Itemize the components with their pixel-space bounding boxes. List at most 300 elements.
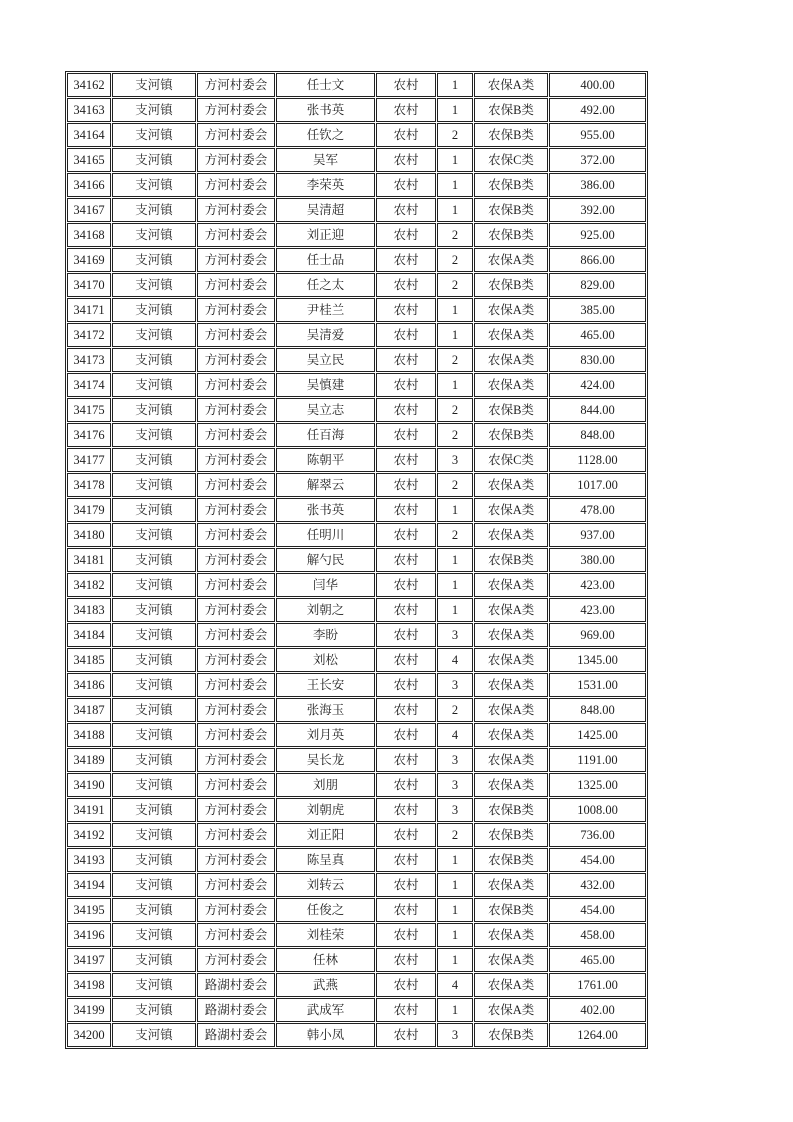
table-row (67, 723, 646, 747)
cell-town: 支河镇 (112, 673, 196, 697)
cell-insurance-category: 农保A类 (474, 598, 548, 622)
cell-insurance-category: 农保B类 (474, 123, 548, 147)
table-row (67, 748, 646, 772)
cell-person-name: 尹桂兰 (276, 298, 375, 322)
cell-person-name: 任士品 (276, 248, 375, 272)
cell-village-committee: 方河村委会 (197, 323, 275, 347)
benefit-roster-table (65, 71, 648, 1049)
cell-person-name: 任林 (276, 948, 375, 972)
cell-village-committee: 方河村委会 (197, 873, 275, 897)
cell-insurance-category: 农保A类 (474, 248, 548, 272)
cell-village-committee: 方河村委会 (197, 248, 275, 272)
cell-town: 支河镇 (112, 573, 196, 597)
cell-village-committee: 方河村委会 (197, 673, 275, 697)
table-row (67, 423, 646, 447)
cell-residence-type: 农村 (376, 698, 436, 722)
cell-serial-no: 34174 (67, 373, 111, 397)
cell-town: 支河镇 (112, 123, 196, 147)
cell-village-committee: 方河村委会 (197, 523, 275, 547)
cell-insurance-category: 农保A类 (474, 673, 548, 697)
cell-person-name: 武成军 (276, 998, 375, 1022)
cell-village-committee: 路湖村委会 (197, 998, 275, 1022)
table-row (67, 598, 646, 622)
cell-residence-type: 农村 (376, 648, 436, 672)
cell-amount: 465.00 (549, 948, 646, 972)
cell-town: 支河镇 (112, 548, 196, 572)
cell-insurance-category: 农保B类 (474, 423, 548, 447)
cell-insurance-category: 农保B类 (474, 198, 548, 222)
cell-town: 支河镇 (112, 423, 196, 447)
cell-town: 支河镇 (112, 1023, 196, 1047)
cell-person-count: 3 (437, 748, 473, 772)
cell-amount: 478.00 (549, 498, 646, 522)
cell-amount: 1345.00 (549, 648, 646, 672)
cell-insurance-category: 农保A类 (474, 998, 548, 1022)
cell-amount: 385.00 (549, 298, 646, 322)
cell-residence-type: 农村 (376, 173, 436, 197)
cell-person-count: 3 (437, 1023, 473, 1047)
cell-serial-no: 34168 (67, 223, 111, 247)
cell-village-committee: 方河村委会 (197, 598, 275, 622)
cell-person-name: 刘朋 (276, 773, 375, 797)
table-body (67, 73, 646, 1047)
table-row (67, 98, 646, 122)
cell-town: 支河镇 (112, 148, 196, 172)
cell-village-committee: 方河村委会 (197, 898, 275, 922)
cell-residence-type: 农村 (376, 1023, 436, 1047)
cell-serial-no: 34173 (67, 348, 111, 372)
cell-town: 支河镇 (112, 898, 196, 922)
table-row (67, 398, 646, 422)
cell-village-committee: 方河村委会 (197, 648, 275, 672)
cell-person-name: 张书英 (276, 498, 375, 522)
cell-person-count: 1 (437, 498, 473, 522)
cell-residence-type: 农村 (376, 773, 436, 797)
cell-town: 支河镇 (112, 773, 196, 797)
cell-village-committee: 方河村委会 (197, 548, 275, 572)
cell-serial-no: 34189 (67, 748, 111, 772)
cell-insurance-category: 农保A类 (474, 773, 548, 797)
cell-person-count: 2 (437, 248, 473, 272)
cell-town: 支河镇 (112, 248, 196, 272)
cell-serial-no: 34175 (67, 398, 111, 422)
cell-village-committee: 方河村委会 (197, 948, 275, 972)
cell-village-committee: 方河村委会 (197, 698, 275, 722)
cell-insurance-category: 农保A类 (474, 498, 548, 522)
table-row (67, 773, 646, 797)
table-row (67, 573, 646, 597)
cell-amount: 1761.00 (549, 973, 646, 997)
cell-town: 支河镇 (112, 523, 196, 547)
cell-serial-no: 34200 (67, 1023, 111, 1047)
cell-village-committee: 方河村委会 (197, 473, 275, 497)
cell-amount: 1425.00 (549, 723, 646, 747)
cell-person-count: 1 (437, 148, 473, 172)
cell-person-count: 1 (437, 73, 473, 97)
cell-residence-type: 农村 (376, 473, 436, 497)
cell-town: 支河镇 (112, 73, 196, 97)
cell-serial-no: 34171 (67, 298, 111, 322)
cell-person-count: 3 (437, 798, 473, 822)
cell-amount: 866.00 (549, 248, 646, 272)
cell-village-committee: 方河村委会 (197, 423, 275, 447)
cell-person-name: 陈朝平 (276, 448, 375, 472)
cell-amount: 423.00 (549, 573, 646, 597)
cell-town: 支河镇 (112, 448, 196, 472)
cell-person-name: 刘朝之 (276, 598, 375, 622)
table-row (67, 298, 646, 322)
cell-village-committee: 方河村委会 (197, 723, 275, 747)
cell-village-committee: 方河村委会 (197, 123, 275, 147)
cell-insurance-category: 农保B类 (474, 798, 548, 822)
cell-amount: 1008.00 (549, 798, 646, 822)
cell-amount: 830.00 (549, 348, 646, 372)
cell-person-count: 1 (437, 548, 473, 572)
cell-village-committee: 方河村委会 (197, 148, 275, 172)
cell-insurance-category: 农保A类 (474, 748, 548, 772)
cell-person-count: 4 (437, 648, 473, 672)
cell-amount: 844.00 (549, 398, 646, 422)
cell-person-name: 李盼 (276, 623, 375, 647)
cell-residence-type: 农村 (376, 923, 436, 947)
cell-town: 支河镇 (112, 298, 196, 322)
cell-amount: 454.00 (549, 848, 646, 872)
table-row (67, 223, 646, 247)
cell-insurance-category: 农保A类 (474, 523, 548, 547)
cell-residence-type: 农村 (376, 73, 436, 97)
cell-person-count: 3 (437, 623, 473, 647)
cell-amount: 454.00 (549, 898, 646, 922)
cell-amount: 424.00 (549, 373, 646, 397)
cell-amount: 736.00 (549, 823, 646, 847)
cell-insurance-category: 农保B类 (474, 898, 548, 922)
cell-residence-type: 农村 (376, 823, 436, 847)
cell-serial-no: 34184 (67, 623, 111, 647)
table-row (67, 823, 646, 847)
cell-village-committee: 方河村委会 (197, 348, 275, 372)
cell-insurance-category: 农保A类 (474, 323, 548, 347)
cell-town: 支河镇 (112, 273, 196, 297)
cell-village-committee: 方河村委会 (197, 223, 275, 247)
cell-residence-type: 农村 (376, 323, 436, 347)
table-row (67, 273, 646, 297)
cell-amount: 1325.00 (549, 773, 646, 797)
cell-person-name: 刘转云 (276, 873, 375, 897)
cell-serial-no: 34176 (67, 423, 111, 447)
table-row (67, 848, 646, 872)
cell-residence-type: 农村 (376, 873, 436, 897)
table-row (67, 348, 646, 372)
cell-person-name: 任明川 (276, 523, 375, 547)
cell-insurance-category: 农保A类 (474, 723, 548, 747)
cell-person-count: 2 (437, 823, 473, 847)
cell-serial-no: 34162 (67, 73, 111, 97)
cell-serial-no: 34199 (67, 998, 111, 1022)
cell-residence-type: 农村 (376, 123, 436, 147)
cell-person-count: 1 (437, 848, 473, 872)
cell-village-committee: 方河村委会 (197, 198, 275, 222)
cell-serial-no: 34169 (67, 248, 111, 272)
cell-person-count: 2 (437, 423, 473, 447)
cell-amount: 937.00 (549, 523, 646, 547)
cell-residence-type: 农村 (376, 548, 436, 572)
cell-person-name: 武燕 (276, 973, 375, 997)
cell-residence-type: 农村 (376, 798, 436, 822)
cell-amount: 372.00 (549, 148, 646, 172)
cell-person-name: 吴立志 (276, 398, 375, 422)
cell-person-name: 李荣英 (276, 173, 375, 197)
table-row (67, 923, 646, 947)
cell-residence-type: 农村 (376, 273, 436, 297)
cell-residence-type: 农村 (376, 998, 436, 1022)
cell-person-name: 刘松 (276, 648, 375, 672)
cell-amount: 848.00 (549, 423, 646, 447)
table-row (67, 523, 646, 547)
cell-town: 支河镇 (112, 723, 196, 747)
cell-village-committee: 方河村委会 (197, 98, 275, 122)
cell-residence-type: 农村 (376, 973, 436, 997)
table-row (67, 473, 646, 497)
cell-insurance-category: 农保A类 (474, 923, 548, 947)
table-row (67, 648, 646, 672)
cell-person-count: 1 (437, 198, 473, 222)
cell-residence-type: 农村 (376, 848, 436, 872)
cell-person-name: 任钦之 (276, 123, 375, 147)
table-row (67, 873, 646, 897)
cell-person-name: 陈呈真 (276, 848, 375, 872)
cell-person-count: 4 (437, 973, 473, 997)
cell-town: 支河镇 (112, 98, 196, 122)
cell-person-name: 吴慎建 (276, 373, 375, 397)
cell-serial-no: 34170 (67, 273, 111, 297)
cell-town: 支河镇 (112, 648, 196, 672)
cell-amount: 432.00 (549, 873, 646, 897)
cell-village-committee: 方河村委会 (197, 173, 275, 197)
cell-village-committee: 方河村委会 (197, 573, 275, 597)
cell-residence-type: 农村 (376, 298, 436, 322)
cell-insurance-category: 农保A类 (474, 873, 548, 897)
cell-serial-no: 34186 (67, 673, 111, 697)
cell-residence-type: 农村 (376, 598, 436, 622)
cell-serial-no: 34167 (67, 198, 111, 222)
cell-town: 支河镇 (112, 873, 196, 897)
cell-amount: 1264.00 (549, 1023, 646, 1047)
cell-amount: 829.00 (549, 273, 646, 297)
cell-amount: 423.00 (549, 598, 646, 622)
cell-person-name: 韩小凤 (276, 1023, 375, 1047)
cell-person-count: 2 (437, 348, 473, 372)
cell-serial-no: 34187 (67, 698, 111, 722)
cell-person-count: 1 (437, 323, 473, 347)
cell-person-count: 1 (437, 98, 473, 122)
table-row (67, 798, 646, 822)
cell-amount: 1128.00 (549, 448, 646, 472)
cell-insurance-category: 农保B类 (474, 848, 548, 872)
cell-residence-type: 农村 (376, 248, 436, 272)
cell-amount: 402.00 (549, 998, 646, 1022)
cell-serial-no: 34193 (67, 848, 111, 872)
cell-insurance-category: 农保A类 (474, 473, 548, 497)
cell-serial-no: 34164 (67, 123, 111, 147)
cell-village-committee: 方河村委会 (197, 748, 275, 772)
cell-amount: 386.00 (549, 173, 646, 197)
cell-person-name: 吴清爱 (276, 323, 375, 347)
cell-residence-type: 农村 (376, 523, 436, 547)
cell-insurance-category: 农保C类 (474, 448, 548, 472)
cell-serial-no: 34183 (67, 598, 111, 622)
cell-amount: 1017.00 (549, 473, 646, 497)
cell-village-committee: 方河村委会 (197, 498, 275, 522)
cell-person-count: 2 (437, 523, 473, 547)
cell-person-name: 张书英 (276, 98, 375, 122)
cell-serial-no: 34192 (67, 823, 111, 847)
cell-insurance-category: 农保A类 (474, 73, 548, 97)
cell-village-committee: 方河村委会 (197, 373, 275, 397)
cell-insurance-category: 农保A类 (474, 948, 548, 972)
cell-person-count: 1 (437, 923, 473, 947)
table-row (67, 173, 646, 197)
cell-village-committee: 路湖村委会 (197, 1023, 275, 1047)
cell-person-name: 解勺民 (276, 548, 375, 572)
cell-person-name: 任百海 (276, 423, 375, 447)
cell-residence-type: 农村 (376, 98, 436, 122)
cell-town: 支河镇 (112, 923, 196, 947)
table-row (67, 498, 646, 522)
cell-town: 支河镇 (112, 398, 196, 422)
cell-serial-no: 34180 (67, 523, 111, 547)
cell-serial-no: 34191 (67, 798, 111, 822)
cell-insurance-category: 农保C类 (474, 148, 548, 172)
table-row (67, 973, 646, 997)
cell-insurance-category: 农保A类 (474, 348, 548, 372)
cell-serial-no: 34172 (67, 323, 111, 347)
cell-serial-no: 34178 (67, 473, 111, 497)
cell-insurance-category: 农保B类 (474, 398, 548, 422)
table-row (67, 673, 646, 697)
cell-residence-type: 农村 (376, 573, 436, 597)
cell-insurance-category: 农保B类 (474, 823, 548, 847)
cell-insurance-category: 农保A类 (474, 648, 548, 672)
cell-village-committee: 方河村委会 (197, 823, 275, 847)
cell-serial-no: 34196 (67, 923, 111, 947)
cell-residence-type: 农村 (376, 673, 436, 697)
table-row (67, 448, 646, 472)
cell-insurance-category: 农保B类 (474, 173, 548, 197)
cell-residence-type: 农村 (376, 223, 436, 247)
cell-serial-no: 34194 (67, 873, 111, 897)
cell-residence-type: 农村 (376, 423, 436, 447)
cell-serial-no: 34179 (67, 498, 111, 522)
cell-residence-type: 农村 (376, 898, 436, 922)
cell-residence-type: 农村 (376, 348, 436, 372)
cell-person-count: 3 (437, 448, 473, 472)
cell-amount: 848.00 (549, 698, 646, 722)
cell-insurance-category: 农保A类 (474, 373, 548, 397)
table-row (67, 373, 646, 397)
cell-person-name: 解翠云 (276, 473, 375, 497)
cell-serial-no: 34197 (67, 948, 111, 972)
cell-town: 支河镇 (112, 973, 196, 997)
table-row (67, 148, 646, 172)
cell-residence-type: 农村 (376, 448, 436, 472)
cell-village-committee: 方河村委会 (197, 448, 275, 472)
cell-amount: 392.00 (549, 198, 646, 222)
cell-amount: 955.00 (549, 123, 646, 147)
cell-town: 支河镇 (112, 848, 196, 872)
cell-person-count: 1 (437, 298, 473, 322)
table-row (67, 998, 646, 1022)
cell-town: 支河镇 (112, 623, 196, 647)
cell-town: 支河镇 (112, 223, 196, 247)
cell-residence-type: 农村 (376, 373, 436, 397)
cell-person-name: 任俊之 (276, 898, 375, 922)
cell-person-count: 2 (437, 473, 473, 497)
cell-serial-no: 34181 (67, 548, 111, 572)
cell-amount: 1191.00 (549, 748, 646, 772)
cell-serial-no: 34188 (67, 723, 111, 747)
cell-town: 支河镇 (112, 748, 196, 772)
cell-serial-no: 34185 (67, 648, 111, 672)
cell-person-count: 2 (437, 273, 473, 297)
table-row (67, 323, 646, 347)
cell-town: 支河镇 (112, 823, 196, 847)
cell-person-count: 2 (437, 223, 473, 247)
cell-serial-no: 34195 (67, 898, 111, 922)
cell-town: 支河镇 (112, 473, 196, 497)
cell-residence-type: 农村 (376, 148, 436, 172)
cell-person-count: 1 (437, 573, 473, 597)
cell-person-name: 刘正阳 (276, 823, 375, 847)
cell-person-name: 刘朝虎 (276, 798, 375, 822)
cell-town: 支河镇 (112, 798, 196, 822)
cell-town: 支河镇 (112, 198, 196, 222)
cell-village-committee: 方河村委会 (197, 773, 275, 797)
cell-serial-no: 34198 (67, 973, 111, 997)
cell-town: 支河镇 (112, 948, 196, 972)
cell-person-count: 3 (437, 773, 473, 797)
cell-serial-no: 34177 (67, 448, 111, 472)
cell-amount: 380.00 (549, 548, 646, 572)
cell-serial-no: 34182 (67, 573, 111, 597)
cell-person-count: 1 (437, 373, 473, 397)
cell-town: 支河镇 (112, 173, 196, 197)
cell-person-count: 1 (437, 898, 473, 922)
cell-serial-no: 34163 (67, 98, 111, 122)
cell-person-count: 1 (437, 598, 473, 622)
cell-town: 支河镇 (112, 498, 196, 522)
cell-amount: 400.00 (549, 73, 646, 97)
cell-amount: 458.00 (549, 923, 646, 947)
cell-town: 支河镇 (112, 348, 196, 372)
cell-person-name: 张海玉 (276, 698, 375, 722)
table-row (67, 548, 646, 572)
cell-village-committee: 方河村委会 (197, 398, 275, 422)
cell-village-committee: 方河村委会 (197, 923, 275, 947)
cell-insurance-category: 农保A类 (474, 973, 548, 997)
cell-insurance-category: 农保B类 (474, 548, 548, 572)
table-row (67, 698, 646, 722)
cell-person-name: 刘桂荣 (276, 923, 375, 947)
cell-insurance-category: 农保A类 (474, 623, 548, 647)
table-row (67, 623, 646, 647)
table-row (67, 948, 646, 972)
table-row (67, 198, 646, 222)
cell-residence-type: 农村 (376, 723, 436, 747)
cell-village-committee: 方河村委会 (197, 298, 275, 322)
cell-serial-no: 34166 (67, 173, 111, 197)
cell-village-committee: 方河村委会 (197, 848, 275, 872)
cell-insurance-category: 农保B类 (474, 98, 548, 122)
